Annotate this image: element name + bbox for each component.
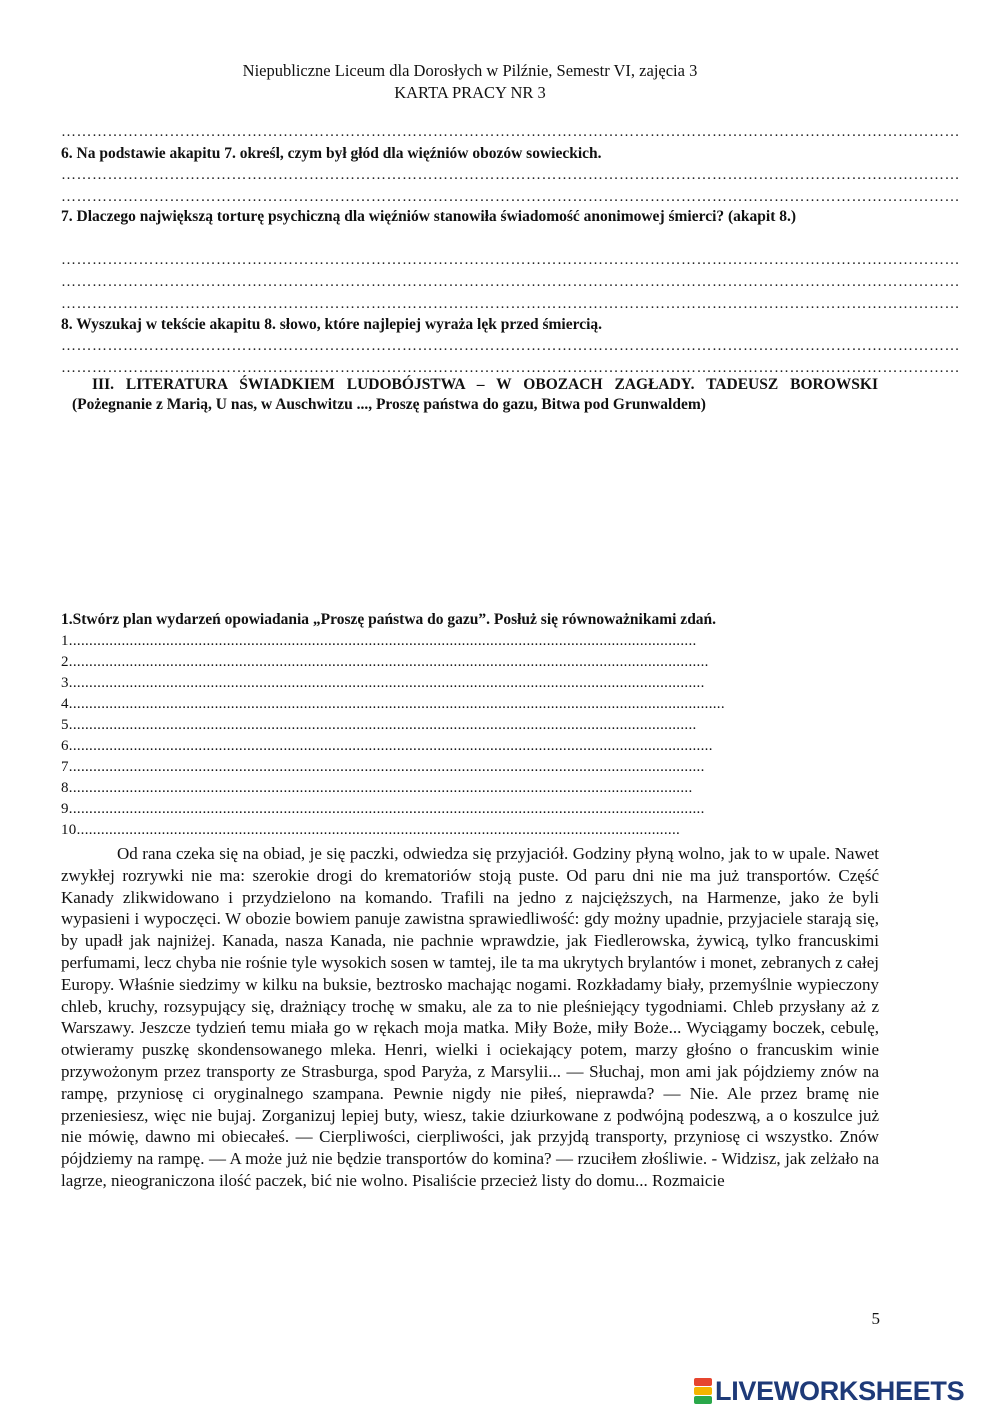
plan-line-7[interactable]: 7............................................................................................................................................................. (61, 759, 705, 775)
answer-line[interactable]: ………………………………………………………………………………………………………………………………………………………… (61, 338, 960, 354)
question-6: 6. Na podstawie akapitu 7. określ, czym był głód dla więźniów obozów sowieckich. (61, 145, 602, 162)
header-title: Niepubliczne Liceum dla Dorosłych w Pilźnie, Semestr VI, zajęcia 3 (242, 61, 698, 80)
answer-line[interactable]: ………………………………………………………………………………………………………………………………………………………… (61, 360, 960, 376)
answer-line[interactable]: ………………………………………………………………………………………………………………………………………………………… (61, 189, 960, 205)
worksheet-title: KARTA PRACY NR 3 (394, 83, 546, 102)
badge-stripe (694, 1396, 712, 1404)
plan-line-8[interactable]: 8.......................................................................................................................................................... (61, 780, 693, 796)
answer-line[interactable]: ………………………………………………………………………………………………………………………………………………………… (61, 167, 960, 183)
story-excerpt (61, 843, 879, 1192)
story-excerpt-text: Od rana czeka się na obiad, je się paczki, odwiedza się przyjaciół. Godziny płyną wolno, jak to w upale. Nawet zwykłej rozrywki nie ma: szerokie drogi do krematoriów stoją puste. Od paru dni nie ma już transportów. Część Kanady zlikwidowano i przydzielono na komando. Trafili na jedno z najcięższych, na Harmenze, jako że byli wypasieni i wypoczęci. W obozie bowiem panuje zawistna sprawiedliwość: gdy możny upadnie, przyjaciele starają się, by upadł jak najniżej. Kanada, nasza Kanada, nie pachnie wprawdzie, jak Fiedlerowska, żywicą, tylko francuskimi perfumami, lecz chyba nie rośnie tyle wysokich sosen w tamtej, ile ta ma ukrytych brylantów i monet, zebranych z całej Europy. Właśnie siedzimy w kilku na buksie, beztrosko machając nogami. Rozkładamy biały, przemyślnie wypieczony chleb, kruchy, rozsypujący się, drażniący trochę w smaku, ale za to nie pleśniejący tygodniami. Chleb przysłany aż z Warszawy. Jeszcze tydzień temu miała go w rękach moja matka. Miły Boże, miły Boże... Wyciągamy boczek, cebulę, otwieramy puszkę skondensowanego mleka. Henri, wielki i ociekający potem, marzy głośno o francuskim winie przywożonym przez transporty ze Strasburga, spod Paryża, z Marsylii... — Słuchaj, mon ami jak pójdziemy znów na rampę, przyniosę ci oryginalnego szampana. Pewnie nigdy nie piłeś, nieprawda? — Nie. Ale przez bramę nie przeniesiesz, więc nie bujaj. Zorganizuj lepiej buty, wiesz, takie dziurkowane z podwójną podeszwą, a o koszulce już nie mówię, dawno mi obiecałeś. — Cierpliwości, cierpliwości, jak przyjdą transporty, przyniosę ci wszystko. Znów pójdziemy na rampę. — A może już nie będzie transportów do komina? — rzuciłem złośliwie. - Widzisz, jak zelżało na lagrze, nieograniczona ilość paczek, bić nie wolno. Pisaliście przecież listy do domu... Rozmaicie (61, 844, 879, 1190)
answer-line[interactable]: ………………………………………………………………………………………………………………………………………………………… (61, 124, 960, 140)
plan-line-3[interactable]: 3............................................................................................................................................................. (61, 675, 705, 691)
section-heading-text: III. LITERATURA ŚWIADKIEM LUDOBÓJSTWA – W OBOZACH ZAGŁADY. TADEUSZ BOROWSKI (Pożegnanie z Marią, U nas, w Auschwitzu ..., Proszę państwa do gazu, Bitwa pod Grunwaldem) (72, 376, 878, 413)
answer-line[interactable]: ………………………………………………………………………………………………………………………………………………………… (61, 252, 960, 268)
page-number: 5 (871, 1309, 880, 1328)
badge-stripe (694, 1378, 712, 1386)
plan-line-4[interactable]: 4.................................................................................................................................................................. (61, 696, 725, 712)
plan-line-6[interactable]: 6............................................................................................................................................................... (61, 738, 713, 754)
plan-line-2[interactable]: 2.............................................................................................................................................................. (61, 654, 709, 670)
plan-line-10[interactable]: 10..................................................................................................................................................... (61, 822, 681, 838)
question-8: 8. Wyszukaj w tekście akapitu 8. słowo, które najlepiej wyraża lęk przed śmiercią. (61, 316, 603, 333)
plan-line-5[interactable]: 5........................................................................................................................................................... (61, 717, 697, 733)
answer-line[interactable]: ………………………………………………………………………………………………………………………………………………………… (61, 274, 960, 290)
question-7: 7. Dlaczego największą torturę psychiczną dla więźniów stanowiła świadomość anonimowej śmierci? (akapit 8.) (61, 208, 797, 225)
plan-line-9[interactable]: 9............................................................................................................................................................. (61, 801, 705, 817)
plan-line-1[interactable]: 1........................................................................................................................................................... (61, 633, 697, 649)
badge-stripe (694, 1387, 712, 1395)
answer-line[interactable]: ………………………………………………………………………………………………………………………………………………………… (61, 296, 960, 312)
task-1-prompt: 1.Stwórz plan wydarzeń opowiadania „Proszę państwa do gazu”. Posłuż się równoważnikami zdań. (61, 611, 717, 628)
liveworksheets-wordmark: LIVEWORKSHEETS (715, 1376, 965, 1406)
section-heading (72, 375, 878, 415)
liveworksheets-logo[interactable] (694, 1376, 964, 1406)
liveworksheets-badge-icon (694, 1378, 712, 1404)
